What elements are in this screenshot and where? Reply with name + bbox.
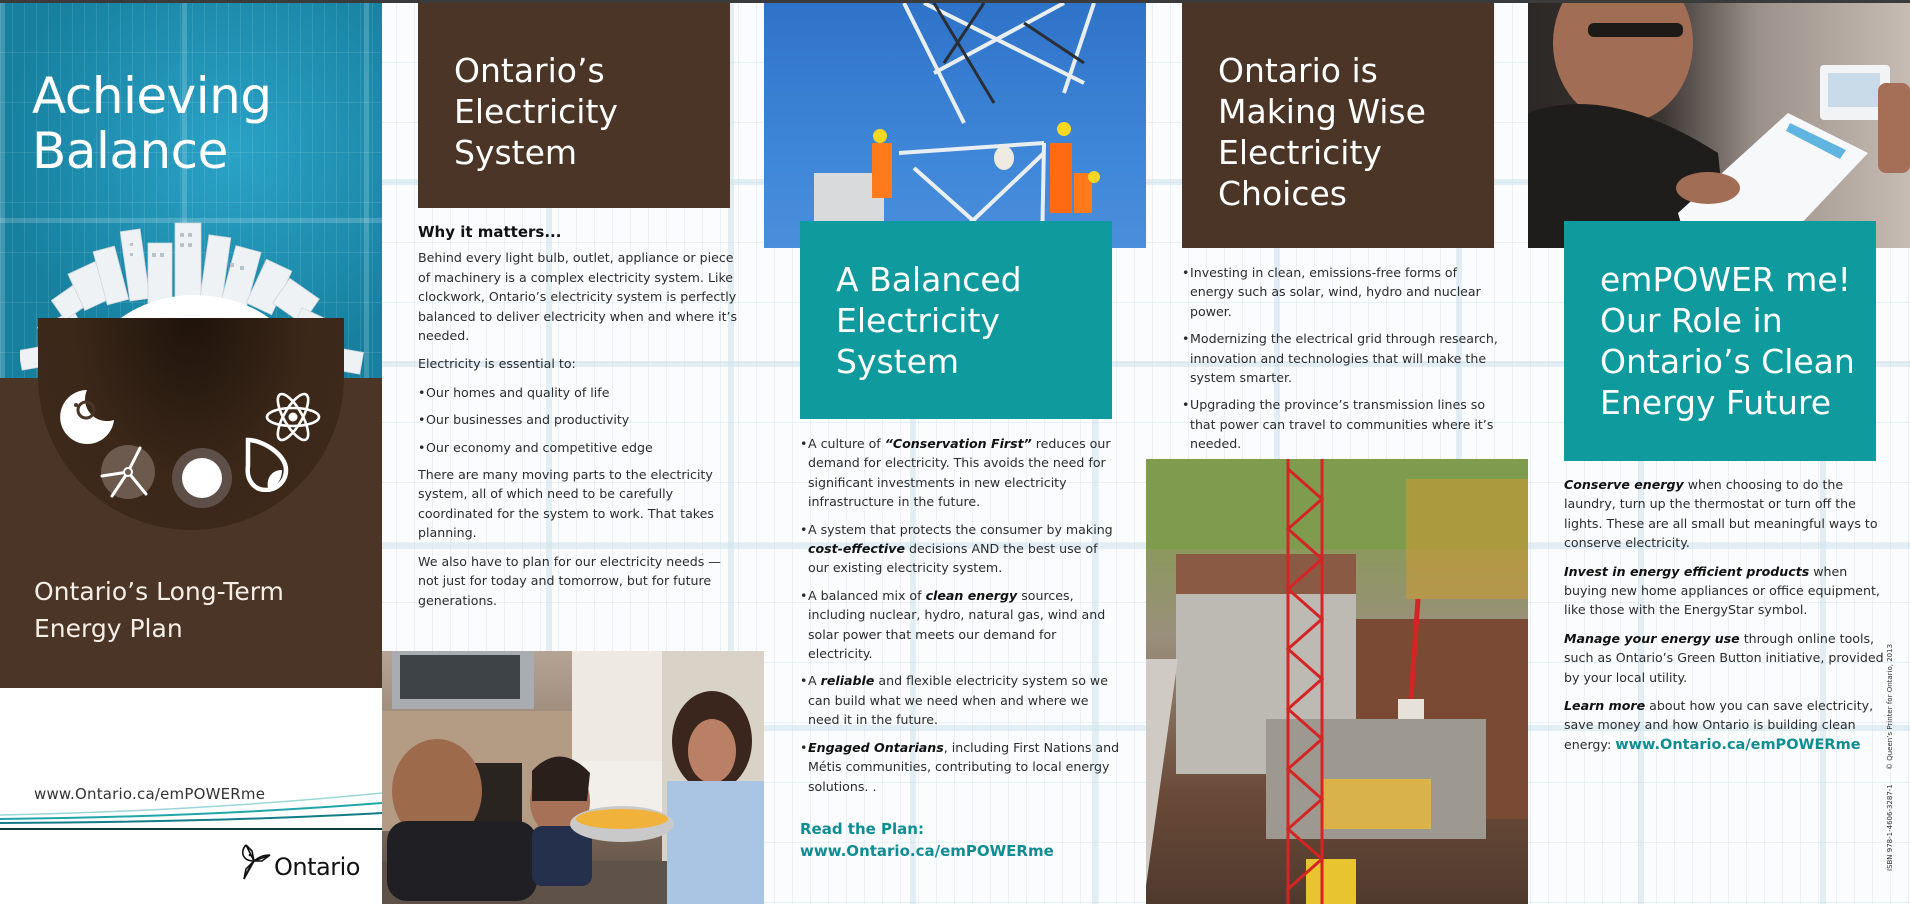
balanced-bullet: • A balanced mix of clean energy sources, including nuclear, hydro, natural gas, wind and solar power that meets our demand for electricity. bbox=[800, 586, 1120, 664]
title-line: Choices bbox=[1218, 174, 1347, 213]
cover-website-link[interactable]: www.Ontario.ca/emPOWERme bbox=[34, 785, 266, 803]
swoosh-lines bbox=[0, 785, 382, 837]
title-line: Making Wise bbox=[1218, 92, 1426, 131]
section-title bbox=[1600, 259, 1855, 423]
title-line: Electricity bbox=[1218, 133, 1382, 172]
publication-info bbox=[1886, 644, 1894, 871]
hydro-construction-photo bbox=[1146, 459, 1528, 904]
cover-panel bbox=[0, 3, 382, 904]
empower-paragraph: Learn more about how you can save electricity, save money and how Ontario is building clean energy: www.Ontario.ca/emPOWERme bbox=[1564, 698, 1874, 753]
electricity-system-panel bbox=[382, 3, 764, 904]
ontario-logo bbox=[236, 843, 360, 881]
thermostat-photo bbox=[1528, 3, 1910, 248]
title-line: Ontario’s bbox=[454, 51, 605, 90]
why-it-matters-heading: Why it matters... bbox=[418, 223, 562, 241]
wise-choice-bullet: • Modernizing the electrical grid through research, innovation and technologies that will make the system smarter. bbox=[1182, 329, 1502, 387]
intro-paragraph: Behind every light bulb, outlet, appliance or piece of machinery is a complex electricity system. Like clockwork, Ontario’s electricity system is perfectly balanced to deliver electricity when and where it’s needed. bbox=[418, 250, 738, 344]
brochure-page bbox=[0, 3, 1910, 904]
electricity-system-body bbox=[418, 223, 738, 619]
title-line: Our Role in bbox=[1600, 301, 1783, 340]
title-line: System bbox=[454, 133, 578, 172]
cover-subtitle-line: Ontario’s Long-Term bbox=[34, 577, 284, 606]
read-plan-link[interactable]: www.Ontario.ca/emPOWERme bbox=[800, 841, 1054, 860]
cover-subtitle-line: Energy Plan bbox=[34, 614, 183, 643]
cover-title bbox=[32, 69, 272, 179]
title-line: Energy Future bbox=[1600, 383, 1832, 422]
title-line: Ontario is bbox=[1218, 51, 1378, 90]
title-line: System bbox=[836, 342, 960, 381]
solar-icon bbox=[170, 446, 234, 510]
ontario-logo-word: Ontario bbox=[274, 853, 360, 881]
title-line: Ontario’s Clean bbox=[1600, 342, 1855, 381]
cover-title-line: Achieving bbox=[32, 67, 272, 125]
title-line: Electricity bbox=[836, 301, 1000, 340]
read-plan-label: Read the Plan: bbox=[800, 819, 924, 838]
section-heading-box bbox=[1564, 221, 1876, 461]
title-line: A Balanced bbox=[836, 260, 1022, 299]
section-heading-box bbox=[418, 3, 730, 208]
learn-more-link[interactable]: www.Ontario.ca/emPOWERme bbox=[1615, 736, 1861, 753]
cover-subtitle bbox=[34, 573, 284, 647]
read-the-plan bbox=[800, 818, 1120, 862]
hydro-icon bbox=[56, 386, 118, 448]
cover-title-line: Balance bbox=[32, 122, 228, 180]
wise-choice-bullet: • Investing in clean, emissions-free forms of energy such as solar, wind, hydro and nuclear power. bbox=[1182, 263, 1502, 321]
title-line: Electricity bbox=[454, 92, 618, 131]
empower-paragraph: Manage your energy use through online tools, such as Ontario’s Green Button initiative, provided by your local utility. bbox=[1564, 630, 1884, 685]
essential-item: • Our homes and quality of life bbox=[418, 383, 738, 402]
title-line: emPOWER me! bbox=[1600, 260, 1851, 299]
empower-panel bbox=[1528, 3, 1910, 904]
empower-paragraph: Conserve energy when choosing to do the laundry, turn up the thermostat or turn off the lights. These are all small but meaningful ways to conserve electricity. bbox=[1564, 477, 1878, 551]
section-title bbox=[836, 259, 1022, 382]
wise-choice-bullet: • Upgrading the province’s transmission lines so that power can travel to communities where it’s needed. bbox=[1182, 395, 1502, 453]
copyright: © Queen’s Printer for Ontario, 2013 bbox=[1886, 643, 1894, 770]
balanced-system-bullets bbox=[800, 434, 1120, 862]
wise-choices-bullets bbox=[1182, 263, 1502, 462]
section-heading-box bbox=[800, 221, 1112, 419]
balanced-bullet: • A system that protects the consumer by making cost-effective decisions AND the best use of our existing electricity system. bbox=[800, 520, 1120, 578]
empower-body bbox=[1564, 475, 1884, 764]
tower-workers-photo bbox=[764, 3, 1146, 248]
essential-label: Electricity is essential to: bbox=[418, 356, 576, 372]
trillium-icon bbox=[236, 843, 272, 881]
natural-gas-flame-icon bbox=[242, 436, 290, 492]
balanced-bullet: • A reliable and flexible electricity system so we can build what we need when and where we need it in the future. bbox=[800, 671, 1120, 729]
isbn: ISBN 978-1-4606-3287-1 bbox=[1886, 784, 1894, 871]
family-photo bbox=[382, 651, 764, 904]
section-heading-box bbox=[1182, 3, 1494, 248]
moving-parts-paragraph: There are many moving parts to the electricity system, all of which need to be carefully coordinated for the system to work. That takes planning. bbox=[418, 467, 714, 541]
balanced-bullet: • Engaged Ontarians, including First Nations and Métis communities, contributing to local energy solutions. . bbox=[800, 738, 1120, 796]
cover-energy-band bbox=[0, 378, 382, 688]
empower-paragraph: Invest in energy efficient products when buying new home appliances or office equipment, like those with the EnergyStar symbol. bbox=[1564, 563, 1880, 618]
section-title bbox=[454, 50, 618, 173]
wind-turbine-icon bbox=[100, 444, 156, 500]
section-title bbox=[1218, 50, 1426, 214]
essential-item: • Our businesses and productivity bbox=[418, 410, 738, 429]
plan-needs-paragraph: We also have to plan for our electricity needs — not just for today and tomorrow, but for future generations. bbox=[418, 553, 721, 608]
wise-choices-panel bbox=[1146, 3, 1528, 904]
balanced-bullet: • A culture of “Conservation First” reduces our demand for electricity. This avoids the need for significant investments in new electricity infrastructure in the future. bbox=[800, 434, 1120, 512]
essential-item: • Our economy and competitive edge bbox=[418, 438, 738, 457]
balanced-system-panel bbox=[764, 3, 1146, 904]
